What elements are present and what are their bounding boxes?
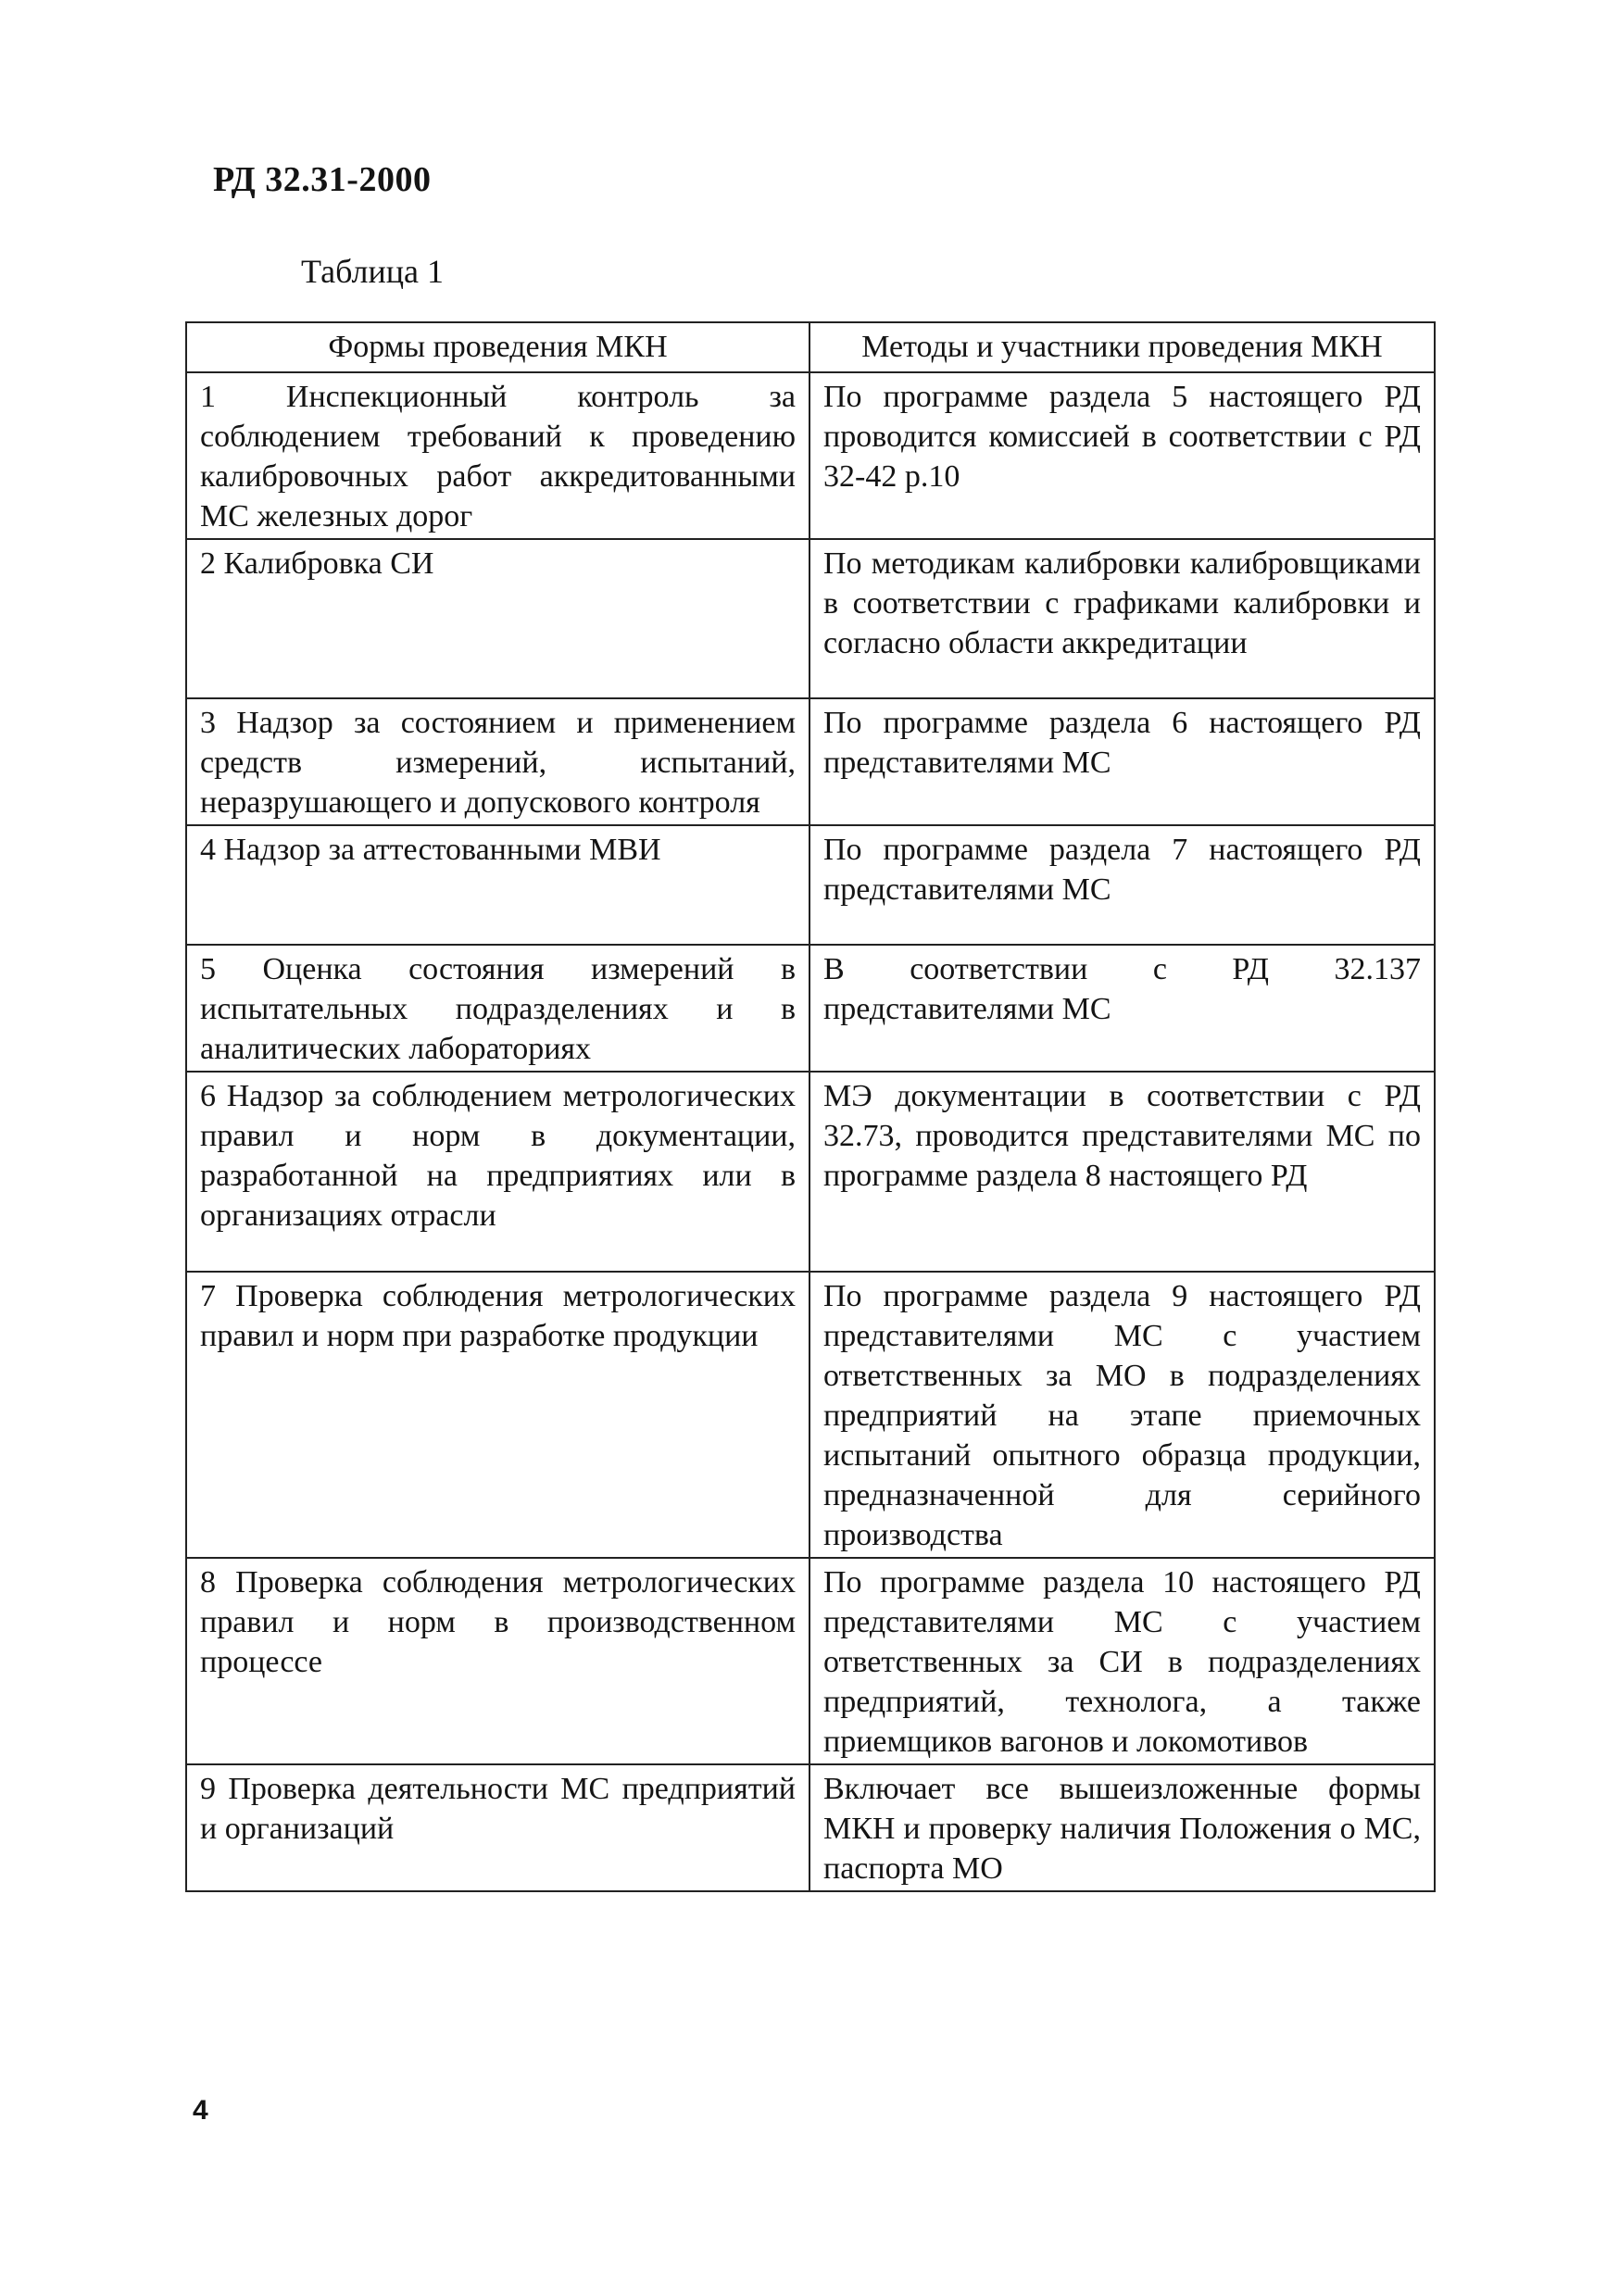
table-row (186, 945, 1435, 1072)
method-cell: По методикам калибровки калибровщиками в соответствии с графиками калибровки и согласно области аккредитации (810, 539, 1435, 698)
form-cell: 8 Проверка соблюдения метрологических правил и норм в производственном процессе (186, 1558, 810, 1764)
form-cell: 7 Проверка соблюдения метрологических правил и норм при разработке продукции (186, 1272, 810, 1558)
method-cell: В соответствии с РД 32.137 представителями МС (810, 945, 1435, 1072)
table-row (186, 1558, 1435, 1764)
method-cell: По программе раздела 10 настоящего РД представителями МС с участием ответственных за СИ в подразделениях предприятий, технолога, а также приемщиков вагонов и локомотивов (810, 1558, 1435, 1764)
page-number: 4 (193, 2095, 208, 2126)
table-row (186, 1272, 1435, 1558)
column-header-forms: Формы проведения МКН (186, 322, 810, 372)
table-row (186, 1764, 1435, 1891)
form-cell: 5 Оценка состояния измерений в испытательных подразделениях и в аналитических лабораториях (186, 945, 810, 1072)
form-cell: 1 Инспекционный контроль за соблюдением требований к проведению калибровочных работ аккредитованными МС железных дорог (186, 372, 810, 539)
table-caption: Таблица 1 (301, 253, 444, 290)
method-cell: По программе раздела 7 настоящего РД представителями МС (810, 825, 1435, 945)
form-cell: 6 Надзор за соблюдением метрологических правил и норм в документации, разработанной на предприятиях или в организациях отрасли (186, 1072, 810, 1272)
table-row (186, 825, 1435, 945)
form-cell: 9 Проверка деятельности МС предприятий и организаций (186, 1764, 810, 1891)
document-code: РД 32.31-2000 (213, 160, 432, 199)
form-cell: 2 Калибровка СИ (186, 539, 810, 698)
form-cell: 3 Надзор за состоянием и применением средств измерений, испытаний, неразрушающего и допускового контроля (186, 698, 810, 825)
method-cell: По программе раздела 5 настоящего РД проводится комиссией в соответствии с РД 32-42 р.10 (810, 372, 1435, 539)
column-header-methods: Методы и участники проведения МКН (810, 322, 1435, 372)
form-cell: 4 Надзор за аттестованными МВИ (186, 825, 810, 945)
method-cell: МЭ документации в соответствии с РД 32.73, проводится представителями МС по программе раздела 8 настоящего РД (810, 1072, 1435, 1272)
method-cell: Включает все вышеизложенные формы МКН и проверку наличия Положения о МС, паспорта МО (810, 1764, 1435, 1891)
table-row (186, 1072, 1435, 1272)
method-cell: По программе раздела 6 настоящего РД представителями МС (810, 698, 1435, 825)
method-cell: По программе раздела 9 настоящего РД представителями МС с участием ответственных за МО в подразделениях предприятий на этапе приемочных испытаний опытного образца продукции, предназначенной для серийного производства (810, 1272, 1435, 1558)
table-row (186, 539, 1435, 698)
mkn-table (185, 321, 1436, 1892)
table-row (186, 372, 1435, 539)
table-header-row (186, 322, 1435, 372)
table-row (186, 698, 1435, 825)
